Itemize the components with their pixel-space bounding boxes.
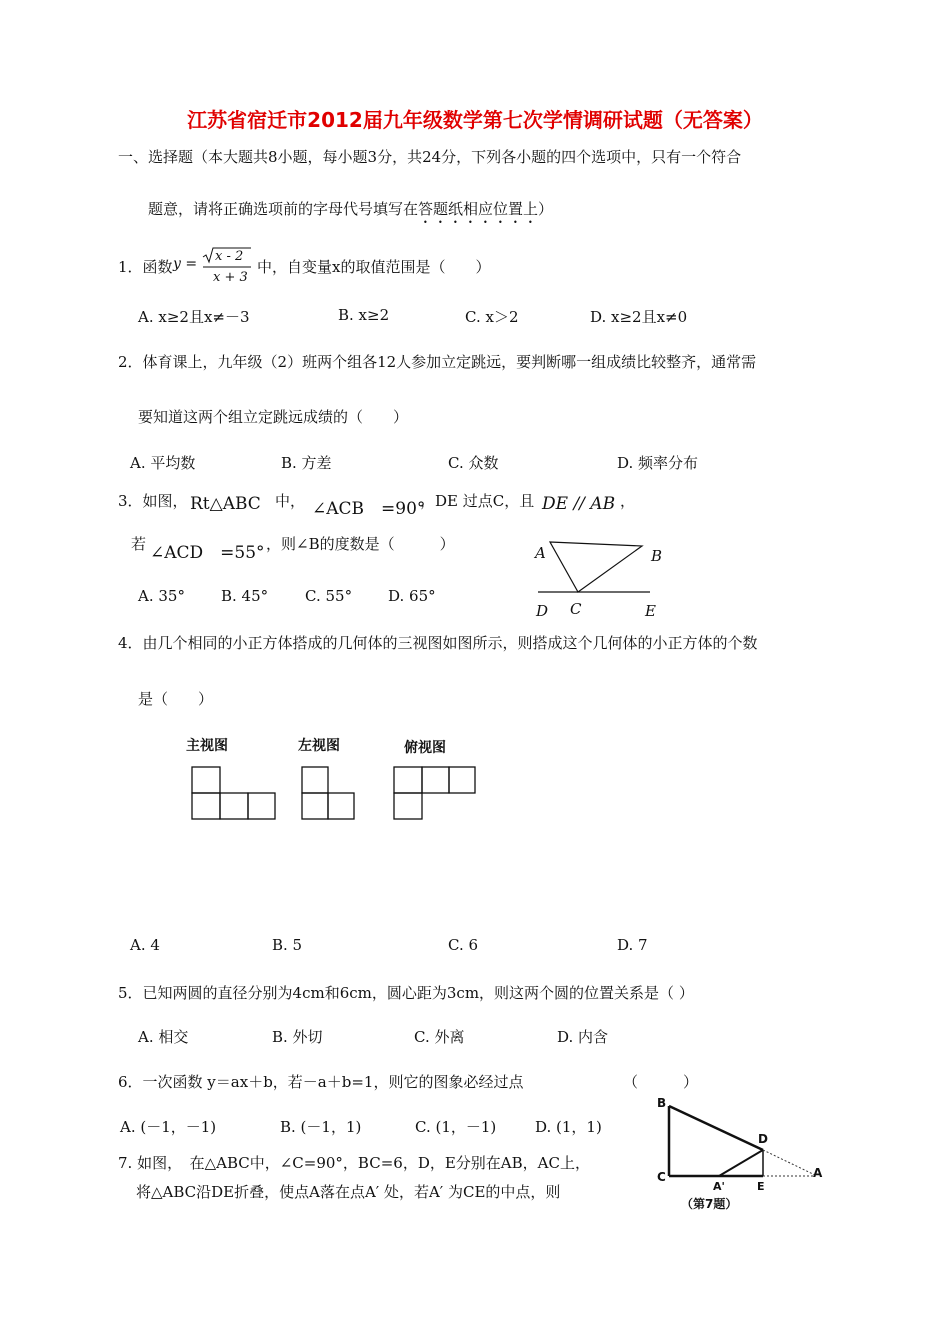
q2-option-b: B. 方差 [281, 454, 332, 472]
formula-denominator: x + 3 [213, 270, 248, 285]
q4-option-a: A. 4 [130, 936, 160, 954]
q7-label-a: A [813, 1166, 823, 1180]
q1-option-c: C. x＞2 [465, 308, 519, 326]
q3-label-b: B [651, 547, 663, 565]
q7-label-c: C [657, 1170, 666, 1184]
q7-caption: （第7题） [681, 1197, 738, 1211]
q7-stem-line1: 7. 如图， 在△ABC中，∠C=90°，BC=6，D，E分别在AB，AC上， [118, 1154, 590, 1172]
q3-label-a: A [535, 544, 546, 562]
q3-angle-acd: ∠ACD =55° [150, 543, 265, 563]
q4-option-d: D. 7 [617, 936, 648, 954]
q3-stem-line2-prefix: 若 [131, 535, 147, 553]
emphasized-text: 答题纸相应位置上 [418, 200, 539, 218]
top-view-label: 俯视图 [404, 740, 446, 756]
section1-instruction-line2 [148, 198, 553, 227]
q2-stem-line2: 要知道这两个组立定跳远成绩的（ ） [138, 408, 409, 426]
q3-stem-tail: ， [620, 492, 636, 510]
q5-stem: 5．已知两圆的直径分别为4cm和6cm，圆心距为3cm，则这两个圆的位置关系是（ ） [118, 984, 694, 1002]
q4-option-c: C. 6 [448, 936, 479, 954]
q5-option-d: D. 内含 [557, 1028, 609, 1046]
q3-option-d: D. 65° [388, 587, 436, 605]
q5-option-a: A. 相交 [138, 1028, 189, 1046]
q7-figure [655, 1094, 835, 1214]
q5-option-c: C. 外离 [414, 1028, 465, 1046]
q4-option-b: B. 5 [272, 936, 303, 954]
top-view-grid [392, 765, 478, 823]
q1-option-b: B. x≥2 [338, 306, 390, 324]
q3-parallel: DE // AB [542, 494, 616, 514]
q7-label-b: B [657, 1096, 667, 1110]
q7-label-d: D [758, 1132, 768, 1146]
q7-label-a-prime: A' [713, 1180, 725, 1193]
q6-stem: 6．一次函数 y＝ax＋b，若－a＋b=1，则它的图象必经过点 [118, 1073, 524, 1091]
q2-option-a: A. 平均数 [130, 454, 196, 472]
q3-label-e: E [645, 602, 656, 620]
q7-stem-line2: 将△ABC沿DE折叠，使点A落在点A′ 处，若A′ 为CE的中点，则 [136, 1183, 561, 1201]
document-title: 江苏省宿迁市2012届九年级数学第七次学情调研试题（无答案） [187, 108, 763, 132]
q3-label-d: D [536, 602, 549, 620]
q2-option-c: C. 众数 [448, 454, 499, 472]
q3-option-c: C. 55° [305, 587, 353, 605]
left-view-label: 左视图 [298, 738, 340, 754]
q1-formula [173, 247, 255, 287]
q1-stem-prefix: 1．函数 [118, 258, 173, 276]
q3-figure [530, 538, 680, 624]
q6-option-a: A. (－1，－1) [120, 1118, 217, 1136]
q1-option-d: D. x≥2且x≠0 [590, 308, 688, 326]
q3-option-a: A. 35° [138, 587, 185, 605]
q2-option-d: D. 频率分布 [617, 454, 699, 472]
front-view-grid [190, 765, 280, 823]
q2-stem-line1: 2．体育课上，九年级（2）班两个组各12人参加立定跳远，要判断哪一组成绩比较整齐，通常需 [118, 353, 757, 371]
formula-numerator: x - 2 [215, 249, 244, 264]
q5-option-b: B. 外切 [272, 1028, 323, 1046]
q1-stem-suffix: 中，自变量x的取值范围是（ ） [257, 258, 491, 276]
q3-stem-line2-suffix: ，则∠B的度数是（ ） [266, 535, 455, 553]
instruction-text: 题意，请将正确选项前的字母代号填写在 [148, 200, 419, 218]
q3-option-b: B. 45° [221, 587, 269, 605]
q6-option-d: D. (1，1) [535, 1118, 602, 1136]
formula-y: y = [173, 256, 198, 272]
q3-angle-acb: ∠ACB =90° [312, 499, 426, 519]
q6-option-c: C. (1，－1) [415, 1118, 497, 1136]
section1-instruction-line1: 一、选择题（本大题共8小题，每小题3分，共24分，下列各小题的四个选项中，只有一个符合 [118, 148, 742, 166]
q1-option-a: A. x≥2且x≠－3 [138, 308, 250, 326]
q3-stem-mid2: ，DE 过点C，且 [420, 492, 535, 510]
q3-triangle: Rt△ABC [190, 494, 261, 514]
instruction-close: ） [538, 200, 554, 218]
q4-stem-line1: 4．由几个相同的小正方体搭成的几何体的三视图如图所示，则搭成这个几何体的小正方体的个数 [118, 634, 758, 652]
q6-answer-paren: （ ） [623, 1073, 699, 1091]
front-view-label: 主视图 [186, 738, 228, 754]
q4-stem-line2: 是（ ） [138, 690, 214, 708]
q3-label-c: C [570, 600, 582, 618]
left-view-grid [300, 765, 360, 823]
q7-label-e: E [757, 1180, 765, 1193]
q3-stem-prefix: 3．如图， [118, 492, 188, 510]
q6-option-b: B. (－1，1) [280, 1118, 362, 1136]
q3-stem-mid1: 中， [275, 492, 306, 510]
